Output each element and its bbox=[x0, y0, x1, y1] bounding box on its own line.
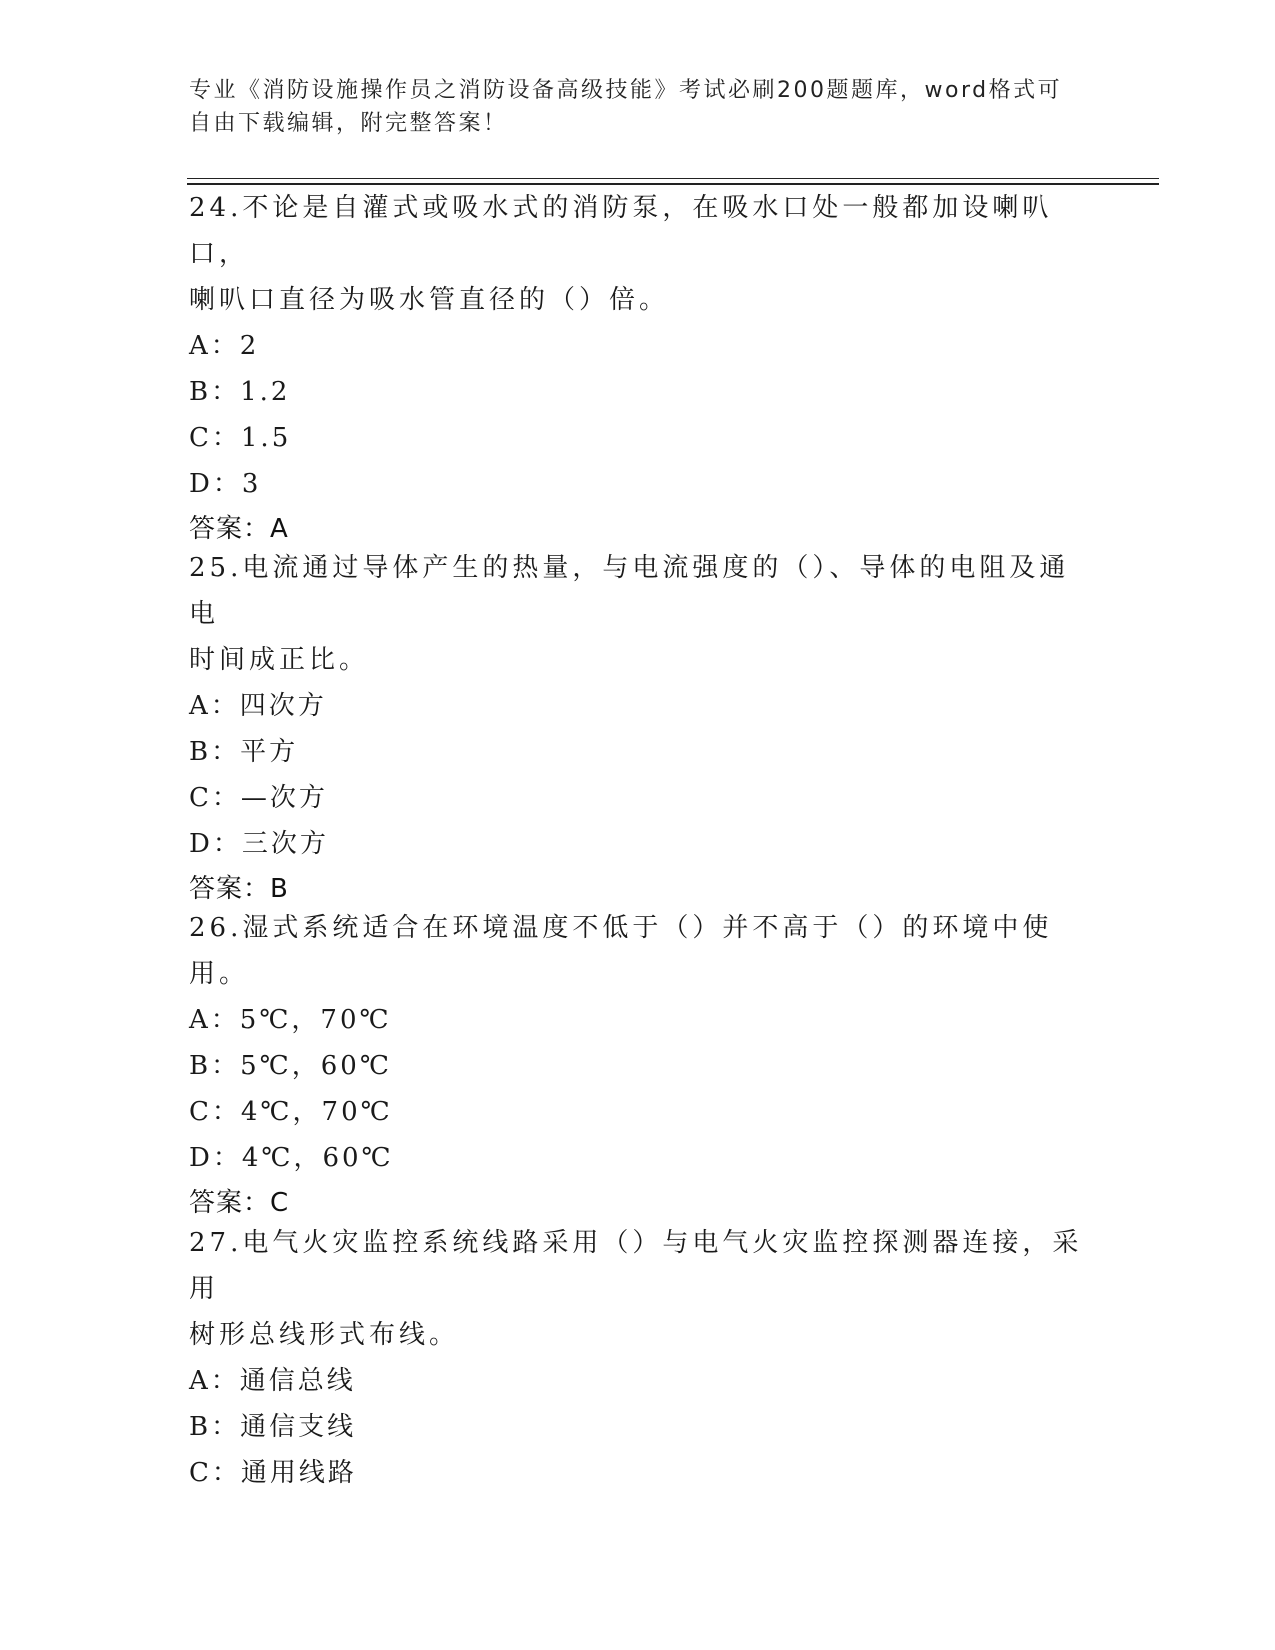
option-b: B：平方 bbox=[189, 737, 299, 767]
question-stem-line: 27.电气火灾监控系统线路采用（）与电气火灾监控探测器连接，采用 bbox=[189, 1228, 1083, 1304]
option-a: A：5℃，70℃ bbox=[189, 1005, 392, 1035]
option-c: C：1.5 bbox=[189, 423, 292, 453]
option-b: B：通信支线 bbox=[189, 1412, 357, 1442]
question-stem-line: 26.湿式系统适合在环境温度不低于（）并不高于（）的环境中使用。 bbox=[189, 913, 1053, 989]
question-26 bbox=[189, 905, 1089, 1225]
option-d: D：3 bbox=[189, 469, 262, 499]
option-a: A：四次方 bbox=[189, 691, 327, 721]
option-d: D：三次方 bbox=[189, 829, 329, 859]
question-stem-line: 树形总线形式布线。 bbox=[189, 1320, 460, 1350]
header-line-1: 专业《消防设施操作员之消防设备高级技能》考试必刷200题题库，word格式可 bbox=[189, 78, 1063, 103]
option-c: C：—次方 bbox=[189, 783, 328, 813]
option-d: D：4℃，60℃ bbox=[189, 1143, 394, 1173]
header-line-2: 自由下载编辑，附完整答案！ bbox=[189, 111, 508, 136]
option-c: C：通用线路 bbox=[189, 1458, 357, 1488]
answer-line: 答案：C bbox=[189, 1188, 290, 1218]
question-stem-line: 24.不论是自灌式或吸水式的消防泵，在吸水口处一般都加设喇叭口， bbox=[189, 193, 1053, 269]
document-header bbox=[189, 74, 1069, 140]
question-24 bbox=[189, 185, 1089, 551]
option-c: C：4℃，70℃ bbox=[189, 1097, 393, 1127]
answer-line: 答案：A bbox=[189, 514, 289, 544]
option-a: A：通信总线 bbox=[189, 1366, 356, 1396]
option-a: A：2 bbox=[189, 331, 260, 361]
option-b: B：5℃，60℃ bbox=[189, 1051, 392, 1081]
question-stem-line: 25.电流通过导体产生的热量，与电流强度的（）、导体的电阻及通电 bbox=[189, 553, 1070, 629]
question-25 bbox=[189, 545, 1089, 911]
header-divider-thin bbox=[187, 178, 1159, 179]
option-b: B：1.2 bbox=[189, 377, 291, 407]
question-stem-line: 时间成正比。 bbox=[189, 645, 370, 675]
answer-line: 答案：B bbox=[189, 874, 289, 904]
question-27 bbox=[189, 1220, 1089, 1496]
question-stem-line: 喇叭口直径为吸水管直径的（）倍。 bbox=[189, 285, 670, 315]
